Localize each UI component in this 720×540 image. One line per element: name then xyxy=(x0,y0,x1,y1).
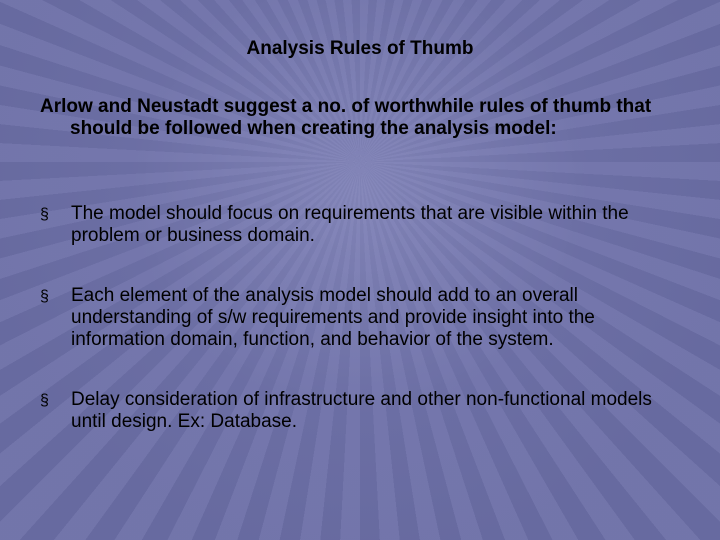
list-item xyxy=(40,389,680,433)
bullet-text: The model should focus on requirements that are visible within the problem or business domain. xyxy=(71,203,629,246)
slide-title: Analysis Rules of Thumb xyxy=(246,38,474,59)
bullet-icon: § xyxy=(40,392,49,409)
list-item xyxy=(40,285,680,351)
list-item xyxy=(40,203,680,247)
bullet-text: Delay consideration of infrastructure and other non-functional models until design. Ex: Database. xyxy=(71,389,652,432)
bullet-icon: § xyxy=(40,206,49,223)
bullet-list xyxy=(40,203,680,471)
bullet-icon: § xyxy=(40,288,49,305)
intro-paragraph: Arlow and Neustadt suggest a no. of worthwhile rules of thumb that should be followed when creating the analysis model: xyxy=(40,96,652,139)
bullet-text: Each element of the analysis model should add to an overall understanding of s/w requirements and provide insight into the information domain, function, and behavior of the system. xyxy=(71,285,595,350)
